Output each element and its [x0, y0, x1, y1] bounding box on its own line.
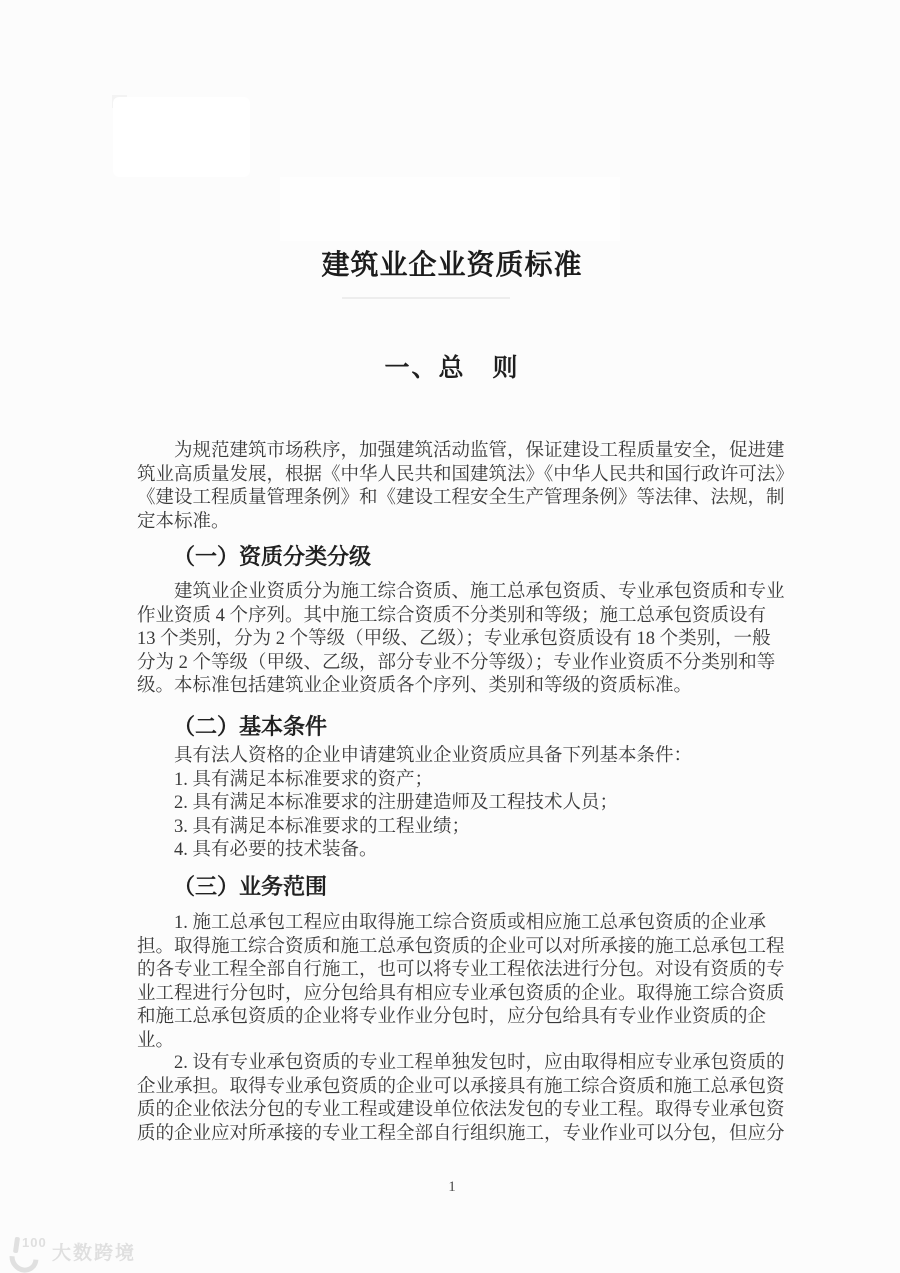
section-2-list	[137, 745, 777, 863]
text-line: 1. 施工总承包工程应由取得施工综合资质或相应施工总承包资质的企业承	[137, 913, 767, 933]
text-line: 13 个类别，分为 2 个等级（甲级、乙级）；专业承包资质设有 18 个类别，一般	[137, 629, 771, 649]
section-3-paragraph-2	[137, 1052, 785, 1146]
scan-artifact	[342, 297, 510, 299]
text-line: 3. 具有满足本标准要求的工程业绩；	[137, 816, 471, 837]
text-line: 质的企业依法分包的专业工程或建设单位依法发包的专业工程。取得专业承包资	[137, 1100, 785, 1120]
text-line: 作业资质 4 个序列。其中施工综合资质不分类别和等级；施工总承包资质设有	[137, 605, 767, 626]
brand-logo-icon	[8, 1235, 46, 1267]
text-line: 级。本标准包括建筑业企业资质各个序列、类别和等级的资质标准。	[137, 676, 693, 696]
text-line: 业工程进行分包时，应分包给具有相应专业承包资质的企业。取得施工综合资质	[137, 983, 785, 1004]
watermark	[8, 1234, 136, 1268]
text-line: 筑业高质量发展，根据《中华人民共和国建筑法》《中华人民共和国行政许可法》	[137, 464, 794, 485]
text-line: 分为 2 个等级（甲级、乙级，部分专业不分等级）；专业作业资质不分类别和等	[137, 652, 776, 673]
intro-paragraph	[137, 440, 794, 534]
scan-artifact	[280, 177, 620, 241]
scan-artifact	[112, 95, 127, 108]
section-3-paragraph-1	[137, 912, 785, 1053]
text-line: 4. 具有必要的技术装备。	[137, 840, 378, 860]
text-line: 业。	[137, 1030, 175, 1051]
section-heading-1: （一）资质分类分级	[173, 544, 372, 569]
text-line: 建筑业企业资质分为施工综合资质、施工总承包资质、专业承包资质和专业	[137, 582, 785, 602]
text-line: 和施工总承包资质的企业将专业作业分包时，应分包给具有专业作业资质的企	[137, 1007, 767, 1027]
document-title: 建筑业企业资质标准	[321, 250, 583, 281]
text-line: 担。取得施工综合资质和施工总承包资质的企业可以对所承接的施工总承包工程	[137, 936, 785, 957]
text-line: 《建设工程质量管理条例》和《建设工程安全生产管理条例》等法律、法规，制	[137, 488, 785, 508]
text-line: 具有法人资格的企业申请建筑业企业资质应具备下列基本条件：	[137, 746, 693, 766]
page-number: 1	[448, 1179, 456, 1195]
text-line: 2. 设有专业承包资质的专业工程单独发包时，应由取得相应专业承包资质的	[137, 1053, 785, 1073]
text-line: 的各专业工程全部自行施工，也可以将专业工程依法进行分包。对设有资质的专	[137, 960, 785, 980]
text-line: 企业承担。取得专业承包资质的企业可以承接具有施工综合资质和施工总承包资	[137, 1076, 785, 1097]
text-line: 质的企业应对所承接的专业工程全部自行组织施工，专业作业可以分包，但应分	[137, 1123, 785, 1144]
text-line: 定本标准。	[137, 511, 230, 532]
section-1-paragraph	[137, 581, 785, 699]
scan-artifact	[113, 97, 250, 177]
watermark-brand-text: 大数跨境	[52, 1242, 137, 1264]
section-heading-3: （三）业务范围	[173, 874, 328, 899]
chapter-heading: 一、总 则	[384, 354, 520, 382]
section-heading-2: （二）基本条件	[173, 714, 328, 739]
text-line: 2. 具有满足本标准要求的注册建造师及工程技术人员；	[137, 793, 619, 813]
text-line: 为规范建筑市场秩序，加强建筑活动监管，保证建设工程质量安全，促进建	[137, 441, 785, 461]
brand-logo-100-label: 100	[22, 1235, 47, 1250]
text-line: 1. 具有满足本标准要求的资产；	[137, 769, 434, 790]
